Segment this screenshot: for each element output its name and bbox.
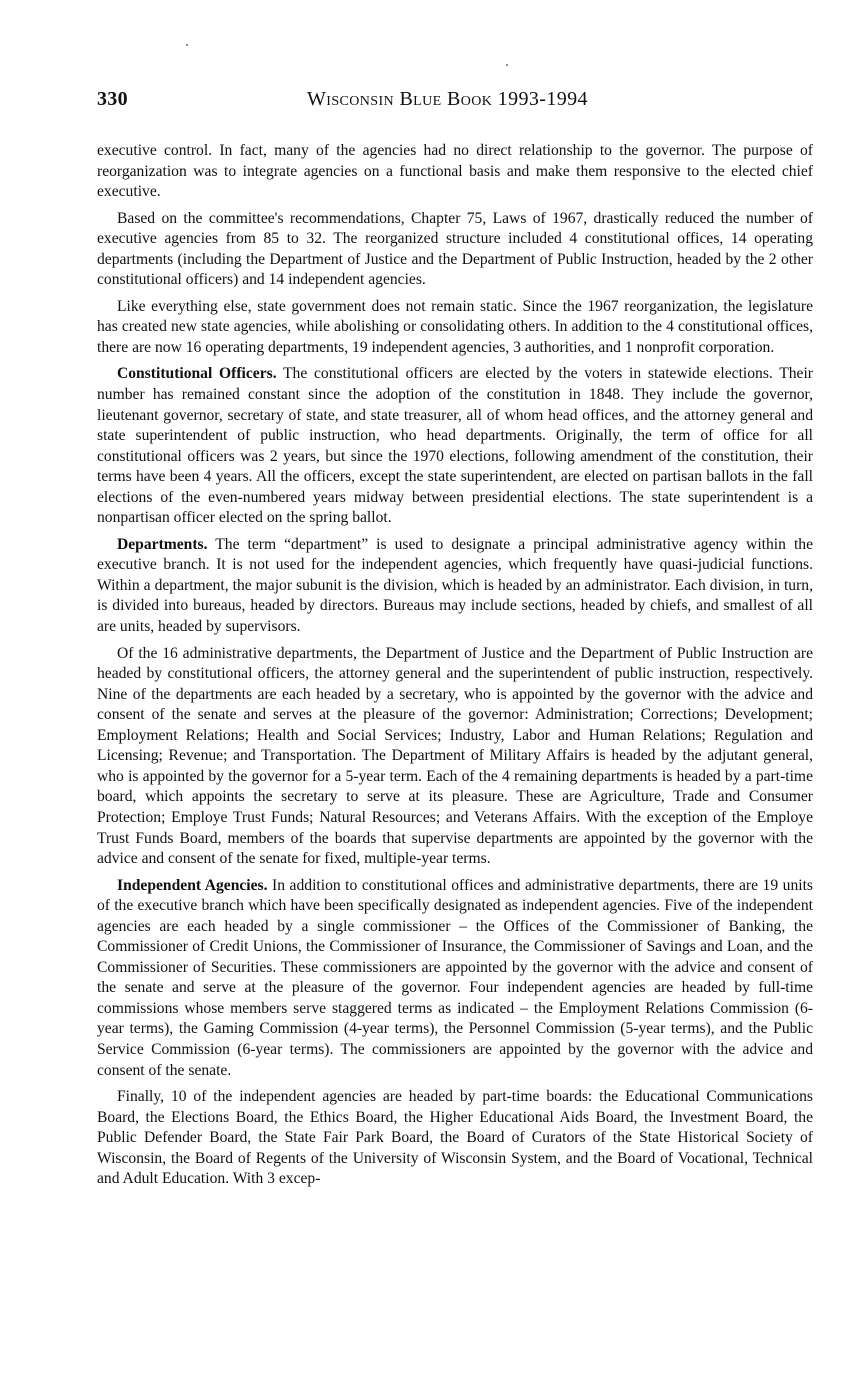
body-text bbox=[97, 141, 813, 1196]
paragraph-text: Like everything else, state government does not remain static. Since the 1967 reorganization, the legislature has created new state agencies, while abolishing or consolidating others. In addition to the 4 constitutional offices, there are now 16 operating departments, 19 independent agencies, 3 authorities, and 1 nonprofit corporation. bbox=[97, 297, 813, 356]
paragraph-text: Of the 16 administrative departments, the Department of Justice and the Department of Public Instruction are headed by constitutional officers, the attorney general and the superintendent of public instruction, respectively. Nine of the departments are each headed by a secretary, who is appointed by the governor with the advice and consent of the senate and serves at the pleasure of the governor: Administration; Corrections; Development; Employment Relations; Health and Social Services; Industry, Labor and Human Relations; Regulation and Licensing; Revenue; and Transportation. The Department of Military Affairs is headed by the adjutant general, who is appointed by the governor for a 5-year term. Each of the 4 remaining departments is headed by a part-time board, which appoints the secretary to serve at its pleasure. These are Agriculture, Trade and Consumer Protection; Employe Trust Funds; Natural Resources; and Veterans Affairs. With the exception of the Employe Trust Funds Board, members of the boards that supervise departments are appointed by the governor with the advice and consent of the senate for fixed, multiple-year terms. bbox=[97, 644, 813, 868]
scan-speck bbox=[506, 64, 508, 66]
run-in-heading: Independent Agencies. bbox=[117, 876, 268, 894]
paragraph-text: Based on the committee's recommendations, Chapter 75, Laws of 1967, drastically reduced the number of executive agencies from 85 to 32. The reorganized structure included 4 constitutional offices, 14 operating departments (including the Department of Justice and the Department of Public Instruction, headed by the 2 other constitutional officers) and 14 independent agencies. bbox=[97, 209, 813, 289]
paragraph-text: The term “department” is used to designate a principal administrative agency within the executive branch. It is not used for the independent agencies, which frequently have quasi-judicial functions. Within a department, the major subunit is the division, which is headed by an administrator. Each division, in turn, is divided into bureaus, headed by directors. Bureaus may include sections, headed by chiefs, and smallest of all are units, headed by supervisors. bbox=[97, 535, 813, 636]
running-title: Wisconsin Blue Book 1993-1994 bbox=[307, 88, 588, 110]
paragraph bbox=[97, 1087, 813, 1190]
paragraph bbox=[97, 297, 813, 359]
paragraph bbox=[97, 141, 813, 203]
page-number: 330 bbox=[97, 88, 128, 110]
run-in-heading: Departments. bbox=[117, 535, 208, 553]
scan-speck bbox=[186, 44, 188, 46]
paragraph bbox=[97, 644, 813, 870]
running-head bbox=[97, 88, 813, 118]
run-in-heading: Constitutional Officers. bbox=[117, 365, 277, 383]
paragraph bbox=[97, 209, 813, 291]
paragraph-constitutional-officers bbox=[97, 364, 813, 528]
paragraph-independent-agencies bbox=[97, 876, 813, 1081]
paragraph-text: The constitutional officers are elected by the voters in statewide elections. Their number has remained constant since the adoption of the constitution in 1848. They include the governor, lieutenant governor, secretary of state, and state treasurer, all of whom head offices, and the attorney general and state superintendent of public instruction, who head departments. Originally, the term of office for all constitutional officers was 2 years, but since the 1970 elections, following amendment of the constitution, their terms have been 4 years. All the officers, except the state superintendent, are elected on partisan ballots in the fall elections of the even-numbered years midway between presidential elections. The state superintendent is a nonpartisan officer elected on the spring ballot. bbox=[97, 365, 813, 527]
paragraph-text: Finally, 10 of the independent agencies are headed by part-time boards: the Educational Communications Board, the Elections Board, the Ethics Board, the Higher Educational Aids Board, the Investment Board, the Public Defender Board, the State Fair Park Board, the Board of Curators of the State Historical Society of Wisconsin, the Board of Regents of the University of Wisconsin System, and the Board of Vocational, Technical and Adult Education. With 3 excep- bbox=[97, 1088, 813, 1188]
paragraph-departments bbox=[97, 535, 813, 638]
paragraph-text: executive control. In fact, many of the agencies had no direct relationship to the governor. The purpose of reorganization was to integrate agencies on a functional basis and make them responsive to the elected chief executive. bbox=[97, 142, 813, 201]
paragraph-text: In addition to constitutional offices and administrative departments, there are 19 units of the executive branch which have been specifically designated as independent agencies. Five of the independent agencies are each headed by a single commissioner – the Offices of the Commissioner of Banking, the Commissioner of Credit Unions, the Commissioner of Insurance, the Commissioner of Savings and Loan, and the Commissioner of Securities. These commissioners are appointed by the governor with the advice and consent of the senate and serve at the pleasure of the governor. Four independent agencies are headed by full-time commissions whose members serve staggered terms as indicated – the Employment Relations Commission (6-year terms), the Gaming Commission (4-year terms), the Personnel Commission (5-year terms), and the Public Service Commission (6-year terms). The commissioners are appointed by the governor with the advice and consent of the senate. bbox=[97, 876, 813, 1079]
